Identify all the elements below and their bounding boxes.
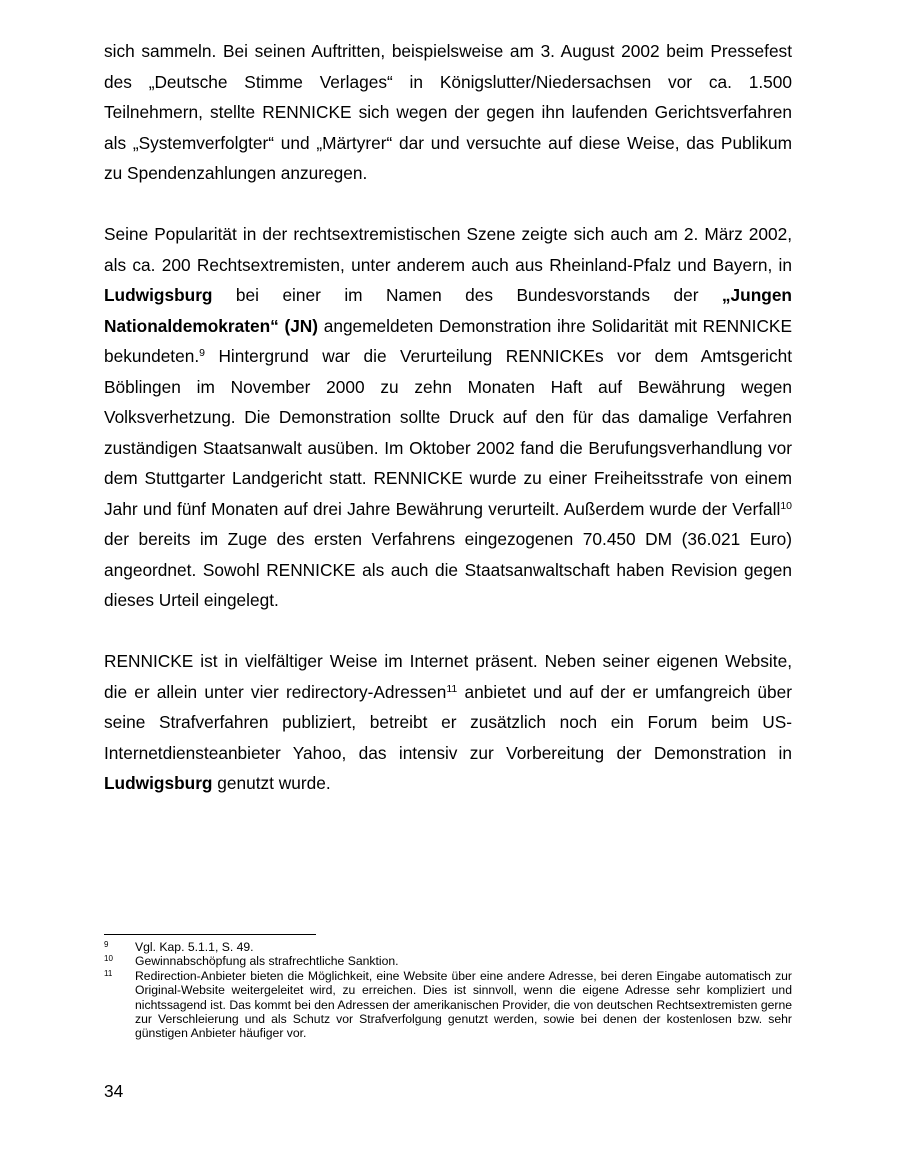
footnote-ref-10[interactable]: 10 xyxy=(780,499,792,512)
paragraph-text: Hintergrund war die Verurteilung RENNICKEs vor dem Amtsgericht Böblingen im November 2000 zu zehn Monaten Haft auf Bewährung wegen Volksverhetzung. Die Demonstration sollte Druck auf den für das damalige Verfahren zuständigen Staatsanwalt ausüben. Im Oktober 2002 fand die Berufungsverhandlung vor dem Stuttgarter Landgericht statt. RENNICKE wurde zu einer Freiheitsstrafe von einem Jahr und fünf Monaten auf drei Jahre Bewährung verurteilt. Außerdem wurde der Verfall xyxy=(104,346,792,519)
footnote-ref-11[interactable]: 11 xyxy=(446,682,458,695)
footnote-11 xyxy=(104,969,792,1041)
paragraph-text: sich sammeln. Bei seinen Auftritten, beispielsweise am 3. August 2002 beim Pressefest des „Deutsche Stimme Verlages“ in Königslutter/Niedersachsen vor ca. 1.500 Teilnehmern, stellte RENNICKE sich wegen der gegen ihn laufenden Gerichtsverfahren als „Systemverfolgter“ und „Märtyrer“ dar und versuchte auf diese Weise, das Publikum zu Spendenzahlungen anzuregen. xyxy=(104,41,792,183)
place-name-bold: Ludwigsburg xyxy=(104,773,213,793)
paragraph-text: der bereits im Zuge des ersten Verfahrens eingezogenen 70.450 DM (36.021 Euro) angeordnet. Sowohl RENNICKE als auch die Staatsanwaltschaft haben Revision gegen dieses Urteil eingelegt. xyxy=(104,529,792,610)
footnote-ref-9[interactable]: 9 xyxy=(199,347,205,359)
footnote-number: 11 xyxy=(104,968,113,978)
paragraph-text: genutzt wurde. xyxy=(212,773,331,793)
paragraph-2 xyxy=(104,219,792,616)
footnotes xyxy=(104,940,792,1041)
paragraph-text: bei einer im Namen des Bundesvorstands der xyxy=(212,285,722,305)
footnote-number: 9 xyxy=(104,940,109,949)
organization-name-bold: „Jungen Nationaldemokraten“ (JN) xyxy=(104,285,792,336)
paragraph-text: anbietet und auf der er umfangreich über seine Strafverfahren publiziert, betreibt er zusätzlich noch ein Forum beim US-Internetdiensteanbieter Yahoo, das intensiv zur Vorbereitung der Demonstration in xyxy=(104,681,792,763)
footnote-text: Redirection-Anbieter bieten die Möglichkeit, eine Website über eine andere Adresse, bei deren Eingabe automatisch zur Original-Website weitergeleitet wird, zu erreichen. Dies ist sinnvoll, wenn die eigene Adresse sehr kompliziert und nichtssagend ist. Das kommt bei den Adressen der amerikanischen Provider, die von deutschen Rechtsextremisten gerne zur Verschleierung und als Schutz vor Strafverfolgung genutzt werden, sowie bei denen der kostenlosen bzw. sehr günstigen Anbieter häufiger vor. xyxy=(135,968,792,1041)
page-number: 34 xyxy=(104,1081,124,1101)
paragraph-text: angemeldeten Demonstration ihre Solidarität mit RENNICKE bekundeten. xyxy=(104,315,792,366)
footnote-text: Gewinnabschöpfung als strafrechtliche Sanktion. xyxy=(135,954,399,969)
footnote-10 xyxy=(104,954,792,968)
footnote-text: Vgl. Kap. 5.1.1, S. 49. xyxy=(135,940,254,954)
paragraph-3 xyxy=(104,646,792,799)
footnote-separator xyxy=(104,934,316,935)
footnote-number: 10 xyxy=(104,954,113,964)
paragraph-text: RENNICKE ist in vielfältiger Weise im Internet präsent. Neben seiner eigenen Website, die er allein unter vier redirectory-Adressen xyxy=(104,651,792,702)
paragraph-text: Seine Popularität in der rechtsextremistischen Szene zeigte sich auch am 2. März 2002, als ca. 200 Rechtsextremisten, unter anderem auch aus Rheinland-Pfalz und Bayern, in xyxy=(104,224,792,275)
footnote-9 xyxy=(104,940,792,954)
paragraph-1 xyxy=(104,36,792,189)
body-text xyxy=(104,36,792,799)
place-name-bold: Ludwigsburg xyxy=(104,285,213,305)
